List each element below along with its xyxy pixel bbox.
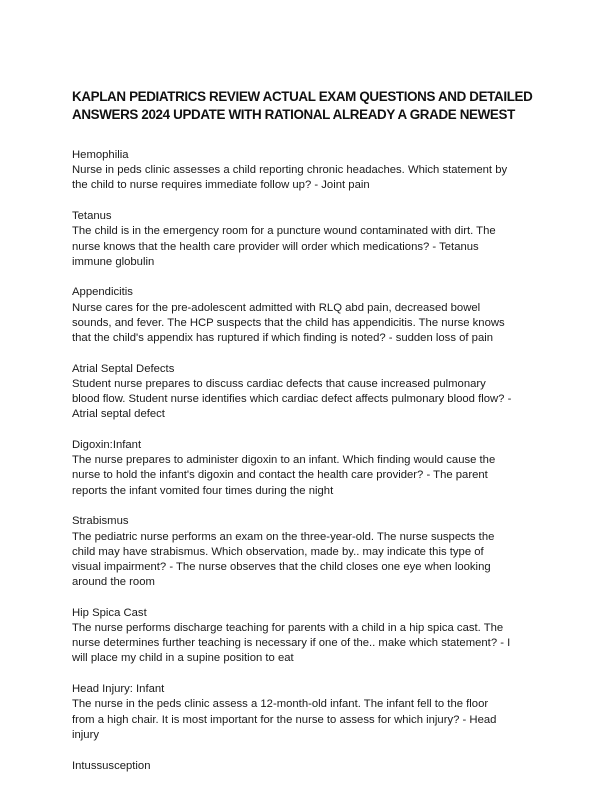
entry-item — [72, 438, 548, 499]
entry-item — [72, 148, 548, 194]
entry-item — [72, 514, 548, 590]
entry-term: Appendicitis — [72, 286, 133, 299]
entry-term: Head Injury: Infant — [72, 683, 165, 696]
entry-term: Strabismus — [72, 515, 129, 528]
entry-body: The nurse prepares to administer digoxin to an infant. Which finding would cause the nurse to hold the infant's digoxin and contact the health care provider? - The parent reports the infant vomited four times during the night — [72, 454, 496, 497]
entry-body: Nurse in peds clinic assesses a child reporting chronic headaches. Which statement by the child to nurse requires immediate follow up? - Joint pain — [72, 164, 508, 192]
entry-term: Tetanus — [72, 210, 112, 223]
entry-item — [72, 209, 548, 270]
document-title: KAPLAN PEDIATRICS REVIEW ACTUAL EXAM QUESTIONS AND DETAILED ANSWERS 2024 UPDATE WITH RATIONAL ALREADY A GRADE NEWEST — [72, 89, 533, 122]
entry-term: Hip Spica Cast — [72, 606, 147, 619]
entry-item — [72, 682, 548, 743]
entry-body: The child is in the emergency room for a puncture wound contaminated with dirt. The nurse knows that the health care provider will order which medications? - Tetanus immune globulin — [72, 225, 496, 268]
entry-body: The pediatric nurse performs an exam on the three-year-old. The nurse suspects the child may have strabismus. Which observation, made by.. may indicate this type of visual impairment? - The nurse observes that the child closes one eye when looking around the room — [72, 530, 495, 589]
entry-term: Intussusception — [72, 759, 151, 772]
entry-item — [72, 285, 548, 346]
entry-term: Atrial Septal Defects — [72, 362, 175, 375]
entry-body: The nurse performs discharge teaching for parents with a child in a hip spica cast. The nurse determines further teaching is necessary if one of the.. make which statement? - I will place my child in a supine position to eat — [72, 622, 511, 665]
entry-item — [72, 759, 548, 774]
entry-body: The nurse in the peds clinic assess a 12-month-old infant. The infant fell to the floor from a high chair. It is most important for the nurse to assess for which injury? - Head injury — [72, 698, 497, 741]
entry-item — [72, 362, 548, 423]
entry-body: Nurse cares for the pre-adolescent admitted with RLQ abd pain, decreased bowel sounds, and fever. The HCP suspects that the child has appendicitis. The nurse knows that the child's appendix has ruptured if which finding is noted? - sudden loss of pain — [72, 301, 505, 345]
entry-body: Student nurse prepares to discuss cardiac defects that cause increased pulmonary blood flow. Student nurse identifies which cardiac defect affects pulmonary blood flow? - Atrial septal defect — [72, 377, 512, 421]
entry-term: Digoxin:Infant — [72, 439, 142, 452]
entry-list — [72, 148, 548, 789]
entry-term: Hemophilia — [72, 149, 129, 161]
entry-item — [72, 606, 548, 667]
